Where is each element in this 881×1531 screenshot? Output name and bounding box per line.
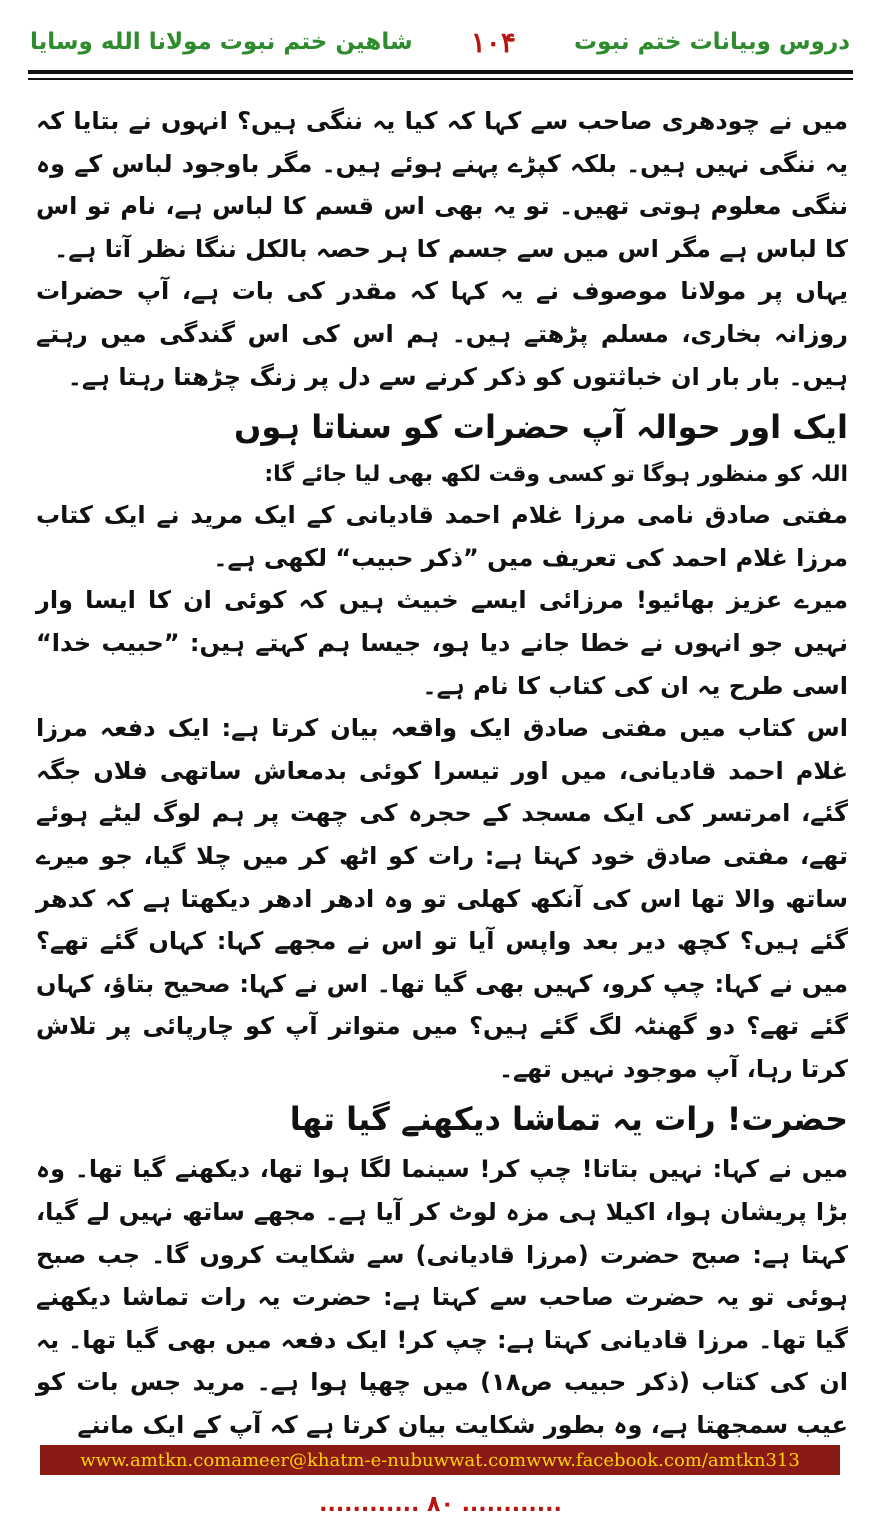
book-title: دروس وبیانات ختم نبوت: [574, 29, 850, 55]
section-heading: ایک اور حوالہ آپ حضرات کو سناتا ہوں: [234, 408, 848, 447]
paragraph: میں نے کہا: نہیں بتاتا! چپ کر! سینما لگا ہوا تھا، دیکھنے گیا تھا۔ وہ بڑا پریشان ہوا، اکیلا ہی مزہ لوٹ کر آیا ہے۔ مجھے ساتھ نہیں لے گیا، کہتا ہے: صبح حضرت (مرزا قادیانی) سے شکایت کروں گا۔ جب صبح ہوئی تو یہ حضرت صاحب سے کہتا ہے: حضرت یہ رات تماشا دیکھنے گیا تھا۔ مرزا قادیانی کہتا ہے: چپ کر! ایک دفعہ میں بھی گیا تھا۔ یہ ان کی کتاب (ذکر حبیب ص۱۸) میں چھپا ہوا ہے۔ مرید جس بات کو عیب سمجھتا ہے، وہ بطور شکایت بیان کرتا ہے کہ آپ کے ایک ماننے: [36, 1155, 848, 1440]
email-link[interactable]: ameer@khatm-e-nubuwwat.com: [231, 1449, 527, 1471]
header-rule: [28, 70, 853, 74]
author-name: شاهین ختم نبوت مولانا الله وسایا: [30, 29, 413, 55]
paragraph: مفتی صادق نامی مرزا غلام احمد قادیانی کے ایک مرید نے ایک کتاب مرزا غلام احمد کی تعریف میں ”ذکر حبیب“ لکھی ہے۔: [36, 501, 848, 572]
paragraph: میں نے چودھری صاحب سے کہا کہ کیا یہ ننگی ہیں؟ انہوں نے بتایا کہ یہ ننگی نہیں ہیں۔ بلکہ کپڑے پہنے ہوئے ہیں۔ مگر باوجود لباس کے وہ ننگی معلوم ہوتی تھیں۔ تو یہ بھی اس قسم کا لباس ہے، نام تو اس کا لباس ہے مگر اس میں سے جسم کا ہر حصہ بالکل ننگا نظر آتا ہے۔: [36, 107, 848, 263]
contact-footer-bar: [40, 1445, 840, 1475]
section-heading: حضرت! رات یہ تماشا دیکھنے گیا تھا: [289, 1100, 848, 1139]
paragraph: اس کتاب میں مفتی صادق ایک واقعہ بیان کرتا ہے: ایک دفعہ مرزا غلام احمد قادیانی، میں اور تیسرا کوئی بدمعاش ساتھی فلاں جگہ گئے، امرتسر کی ایک مسجد کے حجرہ کی چھت پر ہم لوگ لیٹے ہوئے تھے، مفتی صادق خود کہتا ہے: رات کو اٹھ کر میں چلا گیا، جو میرے ساتھ والا تھا اس کی آنکھ کھلی تو وہ ادھر ادھر دیکھتا ہے کہ کدھر گئے ہیں؟ کچھ دیر بعد واپس آیا تو اس نے مجھے کہا: کہاں گئے تھے؟ میں نے کہا: چپ کرو، کہیں بھی گیا تھا۔ اس نے کہا: صحیح بتاؤ، کہاں گئے تھے؟ دو گھنٹہ لگ گئے ہیں؟ میں متواتر آپ کو چارپائی پر تلاش کرتا رہا، آپ موجود نہیں تھے۔: [36, 714, 848, 1083]
section-subheading: اللہ کو منظور ہوگا تو کسی وقت لکھ بھی لیا جائے گا:: [264, 462, 848, 488]
website-link[interactable]: www.amtkn.com: [80, 1449, 232, 1471]
paragraph: یہاں پر مولانا موصوف نے یہ کہا کہ مقدر کی بات ہے، آپ حضرات روزانہ بخاری، مسلم پڑھتے ہیں۔ ہم اس کی اس گندگی میں رہتے ہیں۔ بار بار ان خباثتوں کو ذکر کرنے سے دل پر زنگ چڑھتا رہتا ہے۔: [36, 277, 848, 391]
header-page-number: ۱۰۴: [470, 25, 516, 59]
page-number-footer: ............ ۸۰ ............: [319, 1492, 562, 1517]
page-body: [36, 100, 848, 1440]
header-rule-thin: [28, 78, 853, 80]
facebook-link[interactable]: www.facebook.com/amtkn313: [526, 1449, 800, 1471]
running-header: [30, 22, 850, 62]
paragraph: میرے عزیز بھائیو! مرزائی ایسے خبیث ہیں کہ کوئی ان کا ایسا وار نہیں جو انہوں نے خطا جانے دیا ہو، جیسا ہم کہتے ہیں: ”حبیب خدا“ اسی طرح یہ ان کی کتاب کا نام ہے۔: [36, 586, 848, 700]
